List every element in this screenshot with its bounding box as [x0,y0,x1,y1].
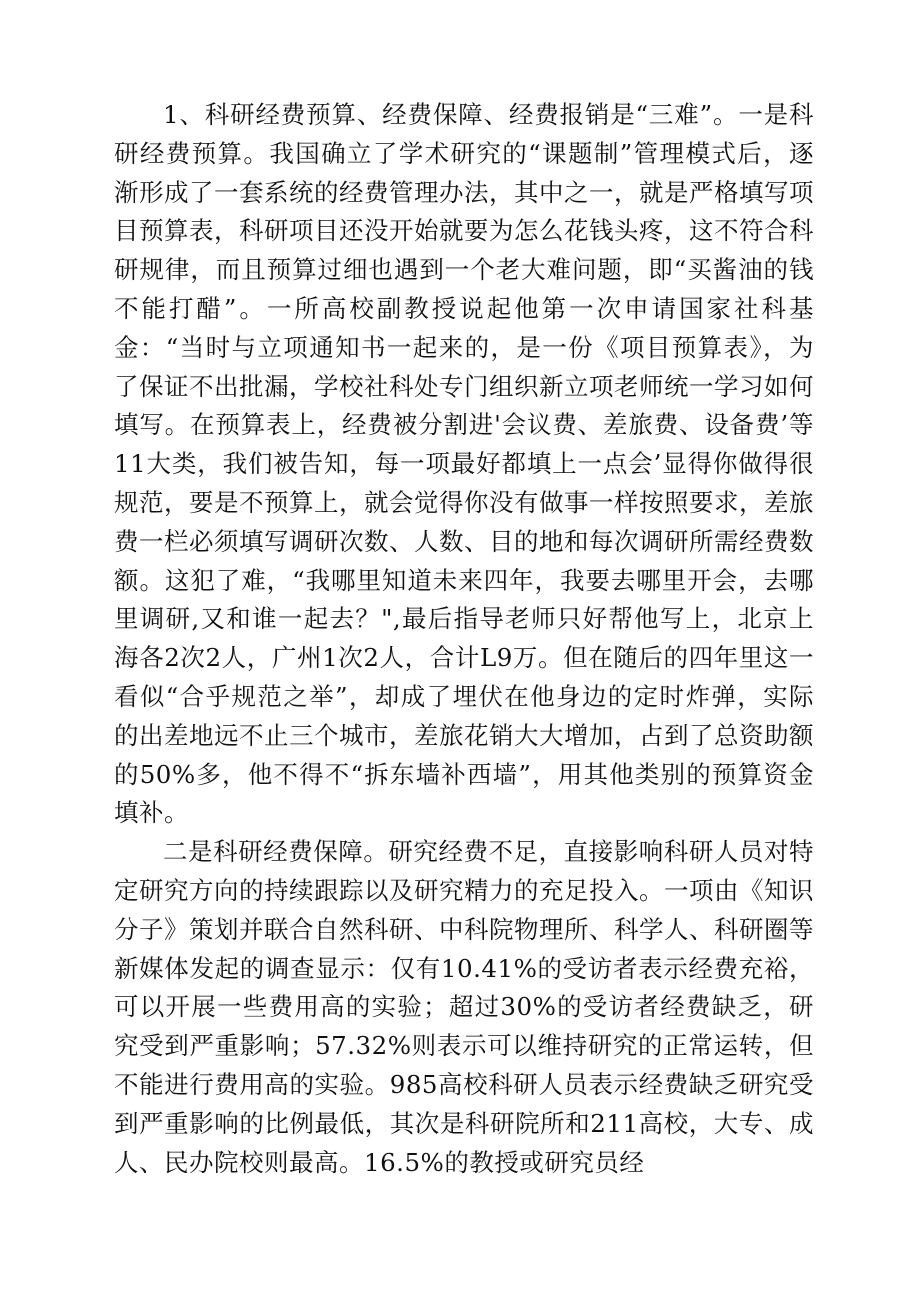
paragraph-research-funding-difficulties: 1、科研经费预算、经费保障、经费报销是“三难”。一是科研经费预算。我国确立了学术研究的“课题制”管理模式后，逐渐形成了一套系统的经费管理办法，其中之一，就是严格填写项目预算表，科研项目还没开始就要为怎么花钱头疼，这不符合科研规律，而且预算过细也遇到一个老大难问题，即“买酱油的钱不能打醋”。一所高校副教授说起他第一次申请国家社科基金：“当时与立项通知书一起来的，是一份《项目预算表》，为了保证不出批漏，学校社科处专门组织新立项老师统一学习如何填写。在预算表上，经费被分割进'会议费、差旅费、设备费’等11大类，我们被告知，每一项最好都填上一点会’显得你做得很规范，要是不预算上，就会觉得你没有做事一样按照要求，差旅费一栏必须填写调研次数、人数、目的地和每次调研所需经费数额。这犯了难，“我哪里知道未来四年，我要去哪里开会，去哪里调研,又和谁一起去？",最后指导老师只好帮他写上，北京上海各2次2人，广州1次2人，合计L9万。但在随后的四年里这一看似“合乎规范之举”，却成了埋伏在他身边的定时炸弹，实际的出差地远不止三个城市，差旅花销大大增加，占到了总资助额的50%多，他不得不“拆东墙补西墙”，用其他类别的预算资金填补。 [114,100,814,828]
paragraph-funding-guarantee: 二是科研经费保障。研究经费不足，直接影响科研人员对特定研究方向的持续跟踪以及研究精力的充足投入。一项由《知识分子》策划并联合自然科研、中科院物理所、科学人、科研圈等新媒体发起的调查显示：仅有10.41%的受访者表示经费充裕，可以开展一些费用高的实验；超过30%的受访者经费缺乏，研究受到严重影响；57.32%则表示可以维持研究的正常运转，但不能进行费用高的实验。985高校科研人员表示经费缺乏研究受到严重影响的比例最低，其次是科研院所和211高校，大专、成人、民办院校则最高。16.5%的教授或研究员经 [114,837,814,1177]
document-body [114,96,814,1182]
